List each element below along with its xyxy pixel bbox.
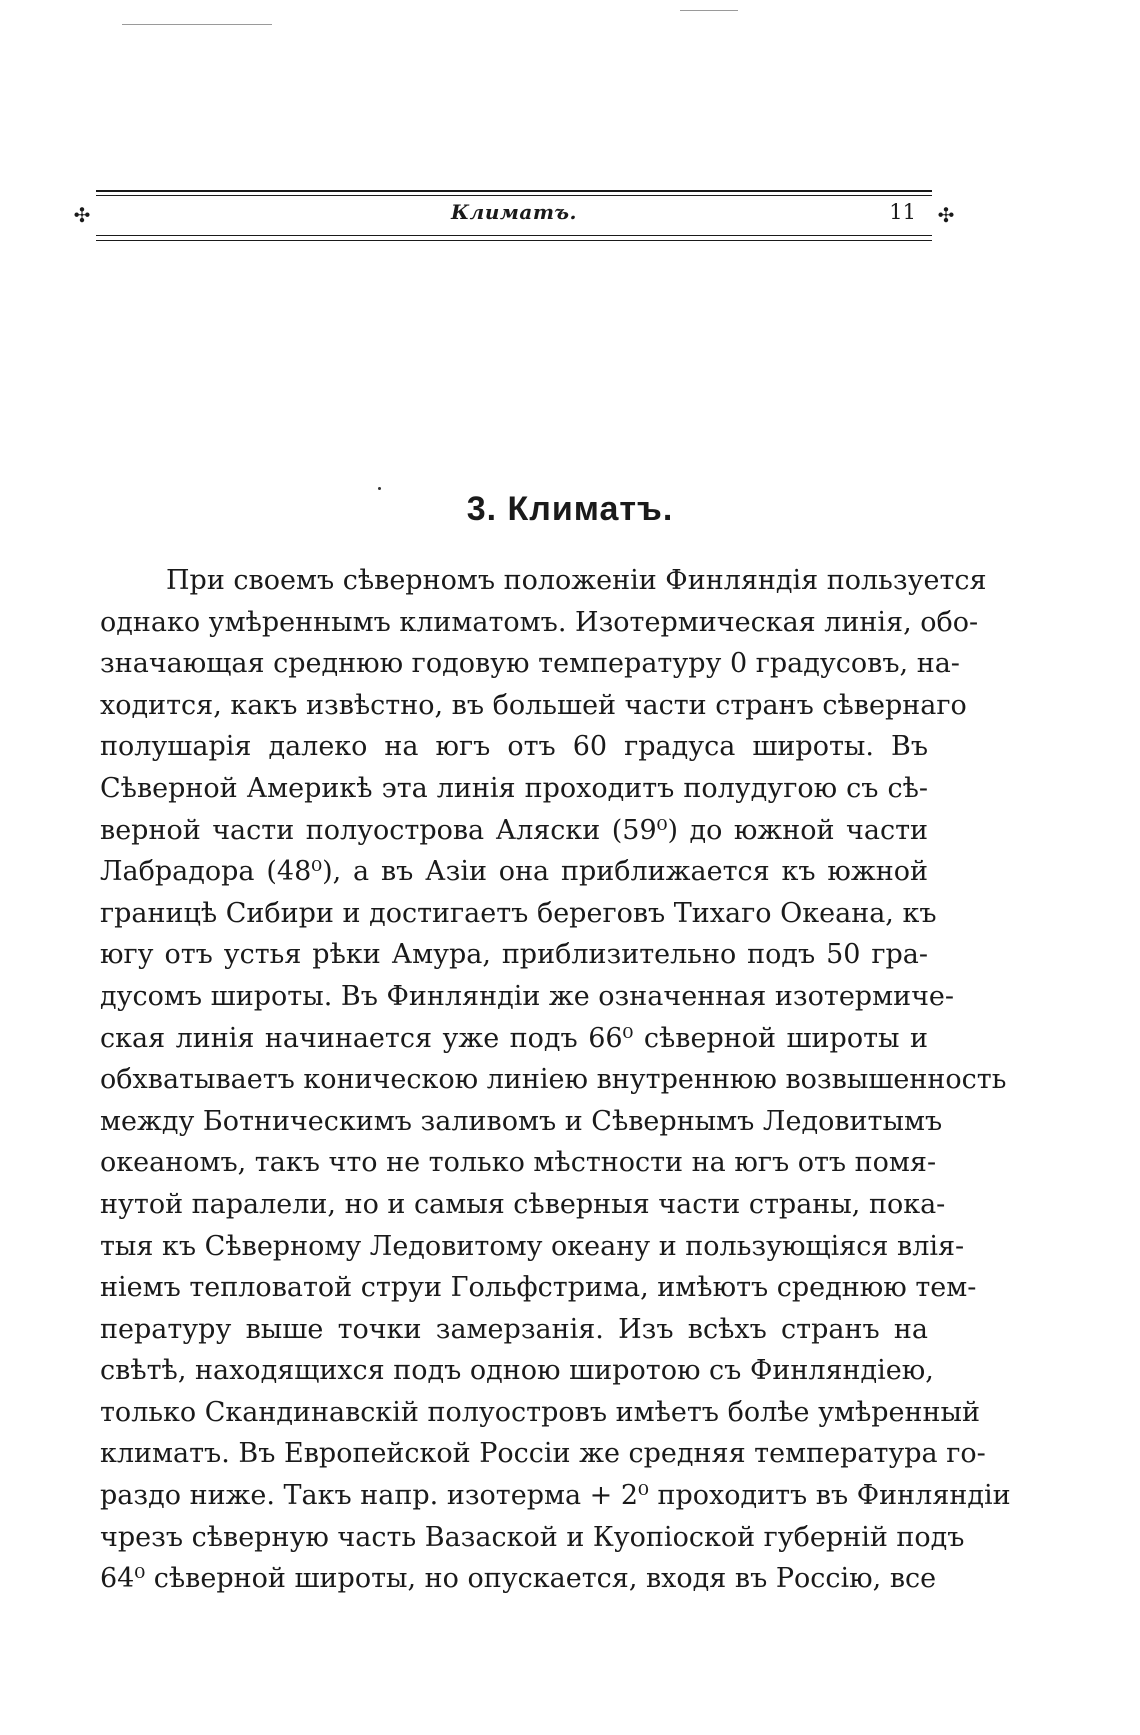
text-line: ніемъ тепловатой струи Гольфстрима, имѣютъ среднюю тем-	[100, 1272, 977, 1304]
text-line: ходится, какъ извѣстно, въ большей части странъ сѣвернаго	[100, 689, 967, 721]
text-line: 64⁰ сѣверной широты, но опускается, входя въ Россію, все	[100, 1563, 937, 1595]
text-line: полушарія далеко на югъ отъ 60 градуса широты. Въ	[100, 731, 928, 763]
header-rule-top	[96, 190, 932, 192]
text-line: границѣ Сибири и достигаетъ береговъ Тихаго Океана, къ	[100, 897, 937, 929]
header-ornament-right-icon: ✣	[937, 203, 955, 227]
text-line: пературу выше точки замерзанія. Изъ всѣхъ странъ на	[100, 1313, 928, 1345]
scan-artifact-top	[122, 24, 272, 25]
text-line: чрезъ сѣверную часть Вазаской и Куопіоской губерній подъ	[100, 1521, 965, 1553]
text-line: нутой паралели, но и самыя сѣверныя части страны, пока-	[100, 1188, 946, 1220]
header-rule-bottom	[96, 240, 932, 241]
text-line: однако умѣреннымъ климатомъ. Изотермическая линія, обо-	[100, 606, 979, 638]
header-ornament-left-icon: ✣	[73, 203, 91, 227]
header-rule-bottom-inner	[96, 235, 932, 236]
body-paragraph	[100, 560, 1011, 1600]
text-line: океаномъ, такъ что не только мѣстности на югъ отъ помя-	[100, 1147, 937, 1179]
running-header	[73, 190, 955, 241]
text-line: тыя къ Сѣверному Ледовитому океану и пользующіяся влія-	[100, 1230, 965, 1262]
section-title: 3. Климатъ.	[466, 490, 674, 528]
text-line: югу отъ устья рѣки Амура, приблизительно подъ 50 гра-	[100, 939, 928, 971]
text-line: ская линія начинается уже подъ 66⁰ сѣверной широты и	[100, 1022, 928, 1054]
text-line: только Скандинавскій полуостровъ имѣетъ болѣе умѣренный	[100, 1396, 980, 1428]
text-line: При своемъ сѣверномъ положеніи Финляндія пользуется	[166, 565, 987, 596]
running-head-title: Климатъ.	[450, 200, 577, 224]
text-line: между Ботническимъ заливомъ и Сѣвернымъ Ледовитымъ	[100, 1105, 943, 1137]
text-line: обхватываетъ коническою линіею внутреннюю возвышенность	[100, 1064, 1007, 1096]
text-line: свѣтѣ, находящихся подъ одною широтою съ Финляндіею,	[100, 1355, 934, 1387]
text-line: верной части полуострова Аляски (59⁰) до южной части	[100, 814, 928, 846]
text-line: Сѣверной Америкѣ эта линія проходитъ полудугою съ сѣ-	[100, 772, 928, 804]
header-rule-top-inner	[96, 195, 932, 196]
text-line: Лабрадора (48⁰), а въ Азіи она приближается къ южной	[100, 856, 928, 888]
text-line: дусомъ широты. Въ Финляндіи же означенная изотермиче-	[100, 980, 955, 1012]
scan-artifact-top-right	[680, 10, 738, 11]
page-number: 11	[889, 200, 916, 224]
text-line: раздо ниже. Такъ напр. изотерма + 2⁰ проходитъ въ Финляндіи	[100, 1480, 1011, 1512]
text-line: значающая среднюю годовую температуру 0 градусовъ, на-	[100, 648, 960, 680]
text-line: климатъ. Въ Европейской Россіи же средняя температура го-	[100, 1438, 986, 1470]
